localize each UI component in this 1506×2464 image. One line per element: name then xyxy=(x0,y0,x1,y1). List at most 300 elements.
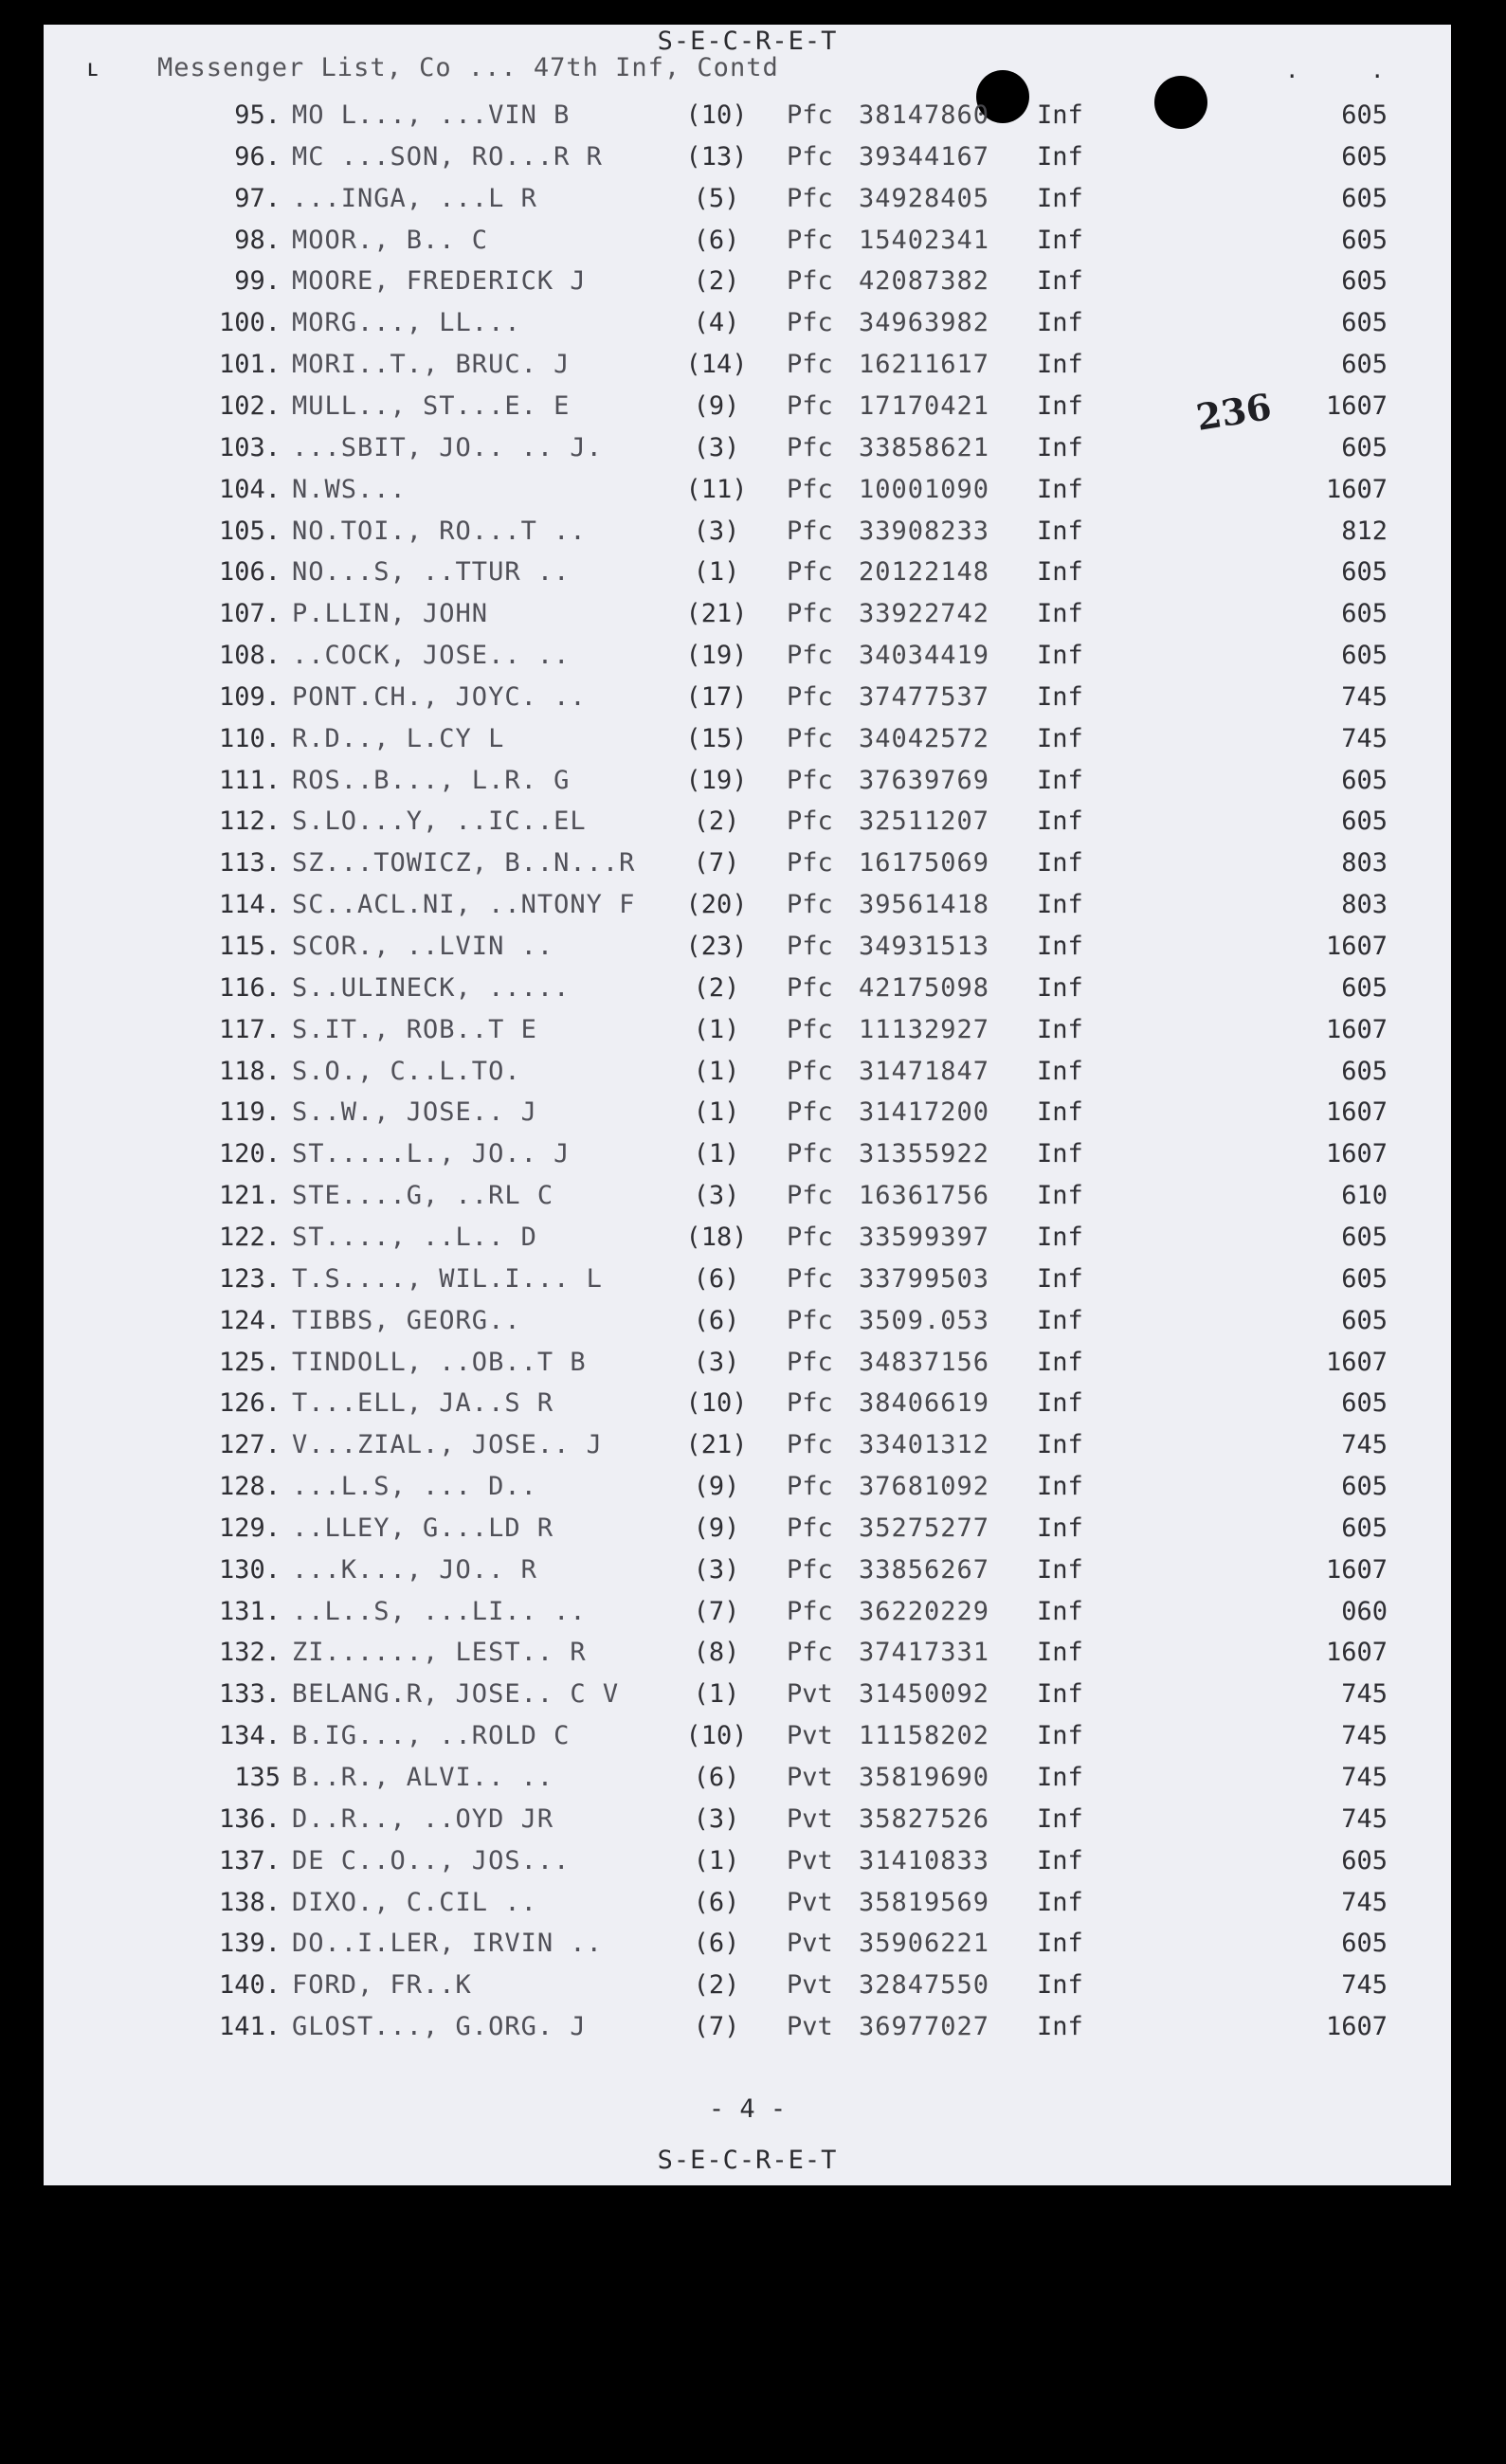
person-name: TINDOLL, ..OB..T B xyxy=(292,1347,587,1377)
rank: Pfc xyxy=(787,1097,833,1128)
branch: Inf xyxy=(1037,806,1083,837)
rank: Pfc xyxy=(787,1222,833,1252)
branch: Inf xyxy=(1037,350,1083,380)
row-number: 106. xyxy=(218,557,281,588)
mos-code: 745 xyxy=(1341,1721,1388,1751)
serial-number: 16361756 xyxy=(859,1181,990,1211)
person-name: V...ZIAL., JOSE.. J xyxy=(292,1430,603,1460)
row-number: 130. xyxy=(218,1554,281,1585)
branch: Inf xyxy=(1037,1472,1083,1502)
mos-code: 1607 xyxy=(1325,932,1388,961)
person-name: TIBBS, GEORG.. xyxy=(292,1305,521,1335)
group-number: (7) xyxy=(693,2012,740,2042)
serial-number: 32511207 xyxy=(859,806,990,837)
serial-number: 15402341 xyxy=(859,225,990,255)
list-row xyxy=(44,1763,1451,1804)
serial-number: 31450092 xyxy=(859,1679,990,1710)
mos-code: 605 xyxy=(1341,308,1388,338)
mos-code: 605 xyxy=(1341,972,1388,1003)
serial-number: 33599397 xyxy=(859,1222,990,1252)
mos-code: 745 xyxy=(1341,681,1388,712)
group-number: (1) xyxy=(693,1139,740,1169)
group-number: (1) xyxy=(693,557,740,588)
mos-code: 605 xyxy=(1341,557,1388,588)
list-row xyxy=(44,1223,1451,1264)
branch: Inf xyxy=(1037,1929,1083,1959)
serial-number: 34837156 xyxy=(859,1347,990,1377)
list-row xyxy=(44,848,1451,890)
rank: Pfc xyxy=(787,599,833,629)
list-row xyxy=(44,1181,1451,1223)
group-number: (19) xyxy=(685,765,748,795)
branch: Inf xyxy=(1037,1139,1083,1169)
list-row xyxy=(44,599,1451,641)
serial-number: 31355922 xyxy=(859,1139,990,1169)
row-number: 127. xyxy=(218,1430,281,1460)
branch: Inf xyxy=(1037,1014,1083,1044)
list-row xyxy=(44,1513,1451,1555)
group-number: (6) xyxy=(693,1763,740,1792)
group-number: (1) xyxy=(693,1014,740,1044)
document-page xyxy=(44,25,1451,2185)
branch: Inf xyxy=(1037,1513,1083,1543)
row-number: 104. xyxy=(218,474,281,504)
serial-number: 37477537 xyxy=(859,681,990,712)
branch: Inf xyxy=(1037,1845,1083,1875)
serial-number: 31417200 xyxy=(859,1097,990,1128)
list-row xyxy=(44,973,1451,1015)
rank: Pfc xyxy=(787,1305,833,1335)
group-number: (7) xyxy=(693,848,740,879)
rank: Pvt xyxy=(787,2012,833,2042)
group-number: (6) xyxy=(693,225,740,255)
rank: Pfc xyxy=(787,1388,833,1419)
person-name: B.IG..., ..ROLD C xyxy=(292,1721,571,1751)
row-number: 122. xyxy=(218,1222,281,1252)
rank: Pfc xyxy=(787,1513,833,1543)
mos-code: 605 xyxy=(1341,225,1388,255)
branch: Inf xyxy=(1037,1181,1083,1211)
branch: Inf xyxy=(1037,1803,1083,1834)
group-number: (9) xyxy=(693,1472,740,1502)
branch: Inf xyxy=(1037,557,1083,588)
serial-number: 34963982 xyxy=(859,308,990,338)
group-number: (20) xyxy=(685,890,748,920)
mos-code: 1607 xyxy=(1325,1139,1388,1169)
person-name: D..R.., ..OYD JR xyxy=(292,1803,554,1834)
branch: Inf xyxy=(1037,1721,1083,1751)
branch: Inf xyxy=(1037,390,1083,421)
rank: Pfc xyxy=(787,432,833,462)
row-number: 126. xyxy=(218,1388,281,1419)
person-name: MO L..., ...VIN B xyxy=(292,100,571,130)
branch: Inf xyxy=(1037,183,1083,213)
person-name: ...SBIT, JO.. .. J. xyxy=(292,432,603,462)
person-name: ZI......, LEST.. R xyxy=(292,1638,587,1668)
group-number: (6) xyxy=(693,1887,740,1917)
serial-number: 35906221 xyxy=(859,1929,990,1959)
row-number: 139. xyxy=(218,1929,281,1959)
group-number: (13) xyxy=(685,141,748,172)
list-row xyxy=(44,1846,1451,1888)
group-number: (9) xyxy=(693,1513,740,1543)
mos-code: 605 xyxy=(1341,1056,1388,1086)
rank: Pfc xyxy=(787,225,833,255)
rank: Pfc xyxy=(787,141,833,172)
mos-code: 605 xyxy=(1341,1388,1388,1419)
person-name: DE C..O.., JOS... xyxy=(292,1845,571,1875)
serial-number: 42175098 xyxy=(859,972,990,1003)
list-row xyxy=(44,1388,1451,1430)
mos-code: 803 xyxy=(1341,890,1388,920)
row-number: 115. xyxy=(218,932,281,961)
mos-code: 605 xyxy=(1341,806,1388,837)
rank: Pfc xyxy=(787,1347,833,1377)
list-row xyxy=(44,184,1451,226)
rank: Pfc xyxy=(787,1596,833,1626)
row-number: 113. xyxy=(218,848,281,879)
person-name: S..ULINECK, ..... xyxy=(292,972,571,1003)
rank: Pfc xyxy=(787,1014,833,1044)
branch: Inf xyxy=(1037,1970,1083,2001)
mos-code: 803 xyxy=(1341,848,1388,879)
mos-code: 605 xyxy=(1341,599,1388,629)
mos-code: 1607 xyxy=(1325,2012,1388,2042)
mos-code: 060 xyxy=(1341,1596,1388,1626)
branch: Inf xyxy=(1037,1596,1083,1626)
rank: Pfc xyxy=(787,474,833,504)
serial-number: 37639769 xyxy=(859,765,990,795)
rank: Pfc xyxy=(787,100,833,130)
serial-number: 34931513 xyxy=(859,932,990,961)
rank: Pfc xyxy=(787,848,833,879)
group-number: (6) xyxy=(693,1929,740,1959)
group-number: (1) xyxy=(693,1056,740,1086)
branch: Inf xyxy=(1037,1554,1083,1585)
person-name: DO..I.LER, IRVIN .. xyxy=(292,1929,603,1959)
mos-code: 745 xyxy=(1341,1970,1388,2001)
group-number: (9) xyxy=(693,390,740,421)
rank: Pfc xyxy=(787,1263,833,1294)
row-number: 138. xyxy=(218,1887,281,1917)
row-number: 131. xyxy=(218,1596,281,1626)
list-row xyxy=(44,1097,1451,1139)
group-number: (14) xyxy=(685,350,748,380)
group-number: (3) xyxy=(693,1554,740,1585)
handwritten-annotation: 236 xyxy=(1192,385,1275,439)
rank: Pfc xyxy=(787,972,833,1003)
person-name: ..LLEY, G...LD R xyxy=(292,1513,554,1543)
mos-code: 745 xyxy=(1341,1763,1388,1792)
branch: Inf xyxy=(1037,1263,1083,1294)
mos-code: 1607 xyxy=(1325,1347,1388,1377)
serial-number: 3509.053 xyxy=(859,1305,990,1335)
person-name: BELANG.R, JOSE.. C V xyxy=(292,1679,620,1710)
mos-code: 1607 xyxy=(1325,1014,1388,1044)
person-name: SC..ACL.NI, ..NTONY F xyxy=(292,890,636,920)
row-number: 134. xyxy=(218,1721,281,1751)
list-row xyxy=(44,433,1451,475)
branch: Inf xyxy=(1037,1679,1083,1710)
person-name: ST.....L., JO.. J xyxy=(292,1139,571,1169)
list-row xyxy=(44,1139,1451,1181)
row-number: 105. xyxy=(218,516,281,546)
group-number: (15) xyxy=(685,723,748,753)
person-name: NO...S, ..TTUR .. xyxy=(292,557,571,588)
group-number: (1) xyxy=(693,1097,740,1128)
serial-number: 17170421 xyxy=(859,390,990,421)
row-number: 98. xyxy=(234,225,281,255)
row-number: 135 xyxy=(234,1763,281,1792)
rank: Pfc xyxy=(787,266,833,297)
group-number: (10) xyxy=(685,1721,748,1751)
branch: Inf xyxy=(1037,1887,1083,1917)
rank: Pfc xyxy=(787,765,833,795)
row-number: 117. xyxy=(218,1014,281,1044)
row-number: 100. xyxy=(218,308,281,338)
row-number: 110. xyxy=(218,723,281,753)
serial-number: 33799503 xyxy=(859,1263,990,1294)
list-row xyxy=(44,1679,1451,1721)
mos-code: 605 xyxy=(1341,350,1388,380)
rank: Pvt xyxy=(787,1887,833,1917)
branch: Inf xyxy=(1037,890,1083,920)
rank: Pfc xyxy=(787,1472,833,1502)
rank: Pfc xyxy=(787,308,833,338)
serial-number: 33908233 xyxy=(859,516,990,546)
list-row xyxy=(44,266,1451,308)
group-number: (2) xyxy=(693,1970,740,2001)
mos-code: 605 xyxy=(1341,1222,1388,1252)
mos-code: 605 xyxy=(1341,765,1388,795)
list-row xyxy=(44,641,1451,682)
group-number: (1) xyxy=(693,1679,740,1710)
mos-code: 1607 xyxy=(1325,474,1388,504)
list-row xyxy=(44,766,1451,807)
serial-number: 33856267 xyxy=(859,1554,990,1585)
rank: Pfc xyxy=(787,1139,833,1169)
mos-code: 745 xyxy=(1341,1679,1388,1710)
mos-code: 605 xyxy=(1341,183,1388,213)
mos-code: 605 xyxy=(1341,1845,1388,1875)
serial-number: 38147860 xyxy=(859,100,990,130)
rank: Pfc xyxy=(787,723,833,753)
rank: Pvt xyxy=(787,1970,833,2001)
serial-number: 34042572 xyxy=(859,723,990,753)
rank: Pvt xyxy=(787,1845,833,1875)
serial-number: 35819569 xyxy=(859,1887,990,1917)
rank: Pfc xyxy=(787,932,833,961)
corner-mark: . xyxy=(1370,57,1385,83)
classification-footer: S-E-C-R-E-T xyxy=(657,2146,838,2175)
row-number: 123. xyxy=(218,1263,281,1294)
list-row xyxy=(44,932,1451,973)
person-name: ..L..S, ...LI.. .. xyxy=(292,1596,587,1626)
branch: Inf xyxy=(1037,972,1083,1003)
rank: Pfc xyxy=(787,390,833,421)
branch: Inf xyxy=(1037,1056,1083,1086)
person-name: S.IT., ROB..T E xyxy=(292,1014,537,1044)
mos-code: 605 xyxy=(1341,641,1388,671)
list-row xyxy=(44,1015,1451,1057)
list-row xyxy=(44,142,1451,184)
rank: Pvt xyxy=(787,1763,833,1792)
row-number: 116. xyxy=(218,972,281,1003)
list-row xyxy=(44,806,1451,848)
mos-code: 1607 xyxy=(1325,1638,1388,1668)
mos-code: 605 xyxy=(1341,266,1388,297)
rank: Pfc xyxy=(787,1056,833,1086)
list-row xyxy=(44,1057,1451,1098)
list-row xyxy=(44,557,1451,599)
rank: Pfc xyxy=(787,557,833,588)
row-number: 124. xyxy=(218,1305,281,1335)
person-name: ..COCK, JOSE.. .. xyxy=(292,641,571,671)
mos-code: 745 xyxy=(1341,723,1388,753)
list-row xyxy=(44,1597,1451,1639)
branch: Inf xyxy=(1037,1388,1083,1419)
rank: Pvt xyxy=(787,1721,833,1751)
rank: Pfc xyxy=(787,1554,833,1585)
serial-number: 35819690 xyxy=(859,1763,990,1792)
group-number: (1) xyxy=(693,1845,740,1875)
list-row xyxy=(44,1348,1451,1389)
row-number: 102. xyxy=(218,390,281,421)
list-row xyxy=(44,308,1451,350)
mos-code: 745 xyxy=(1341,1430,1388,1460)
rank: Pvt xyxy=(787,1929,833,1959)
person-name: N.WS... xyxy=(292,474,407,504)
group-number: (8) xyxy=(693,1638,740,1668)
serial-number: 35275277 xyxy=(859,1513,990,1543)
person-name: S.O., C..L.TO. xyxy=(292,1056,521,1086)
row-number: 108. xyxy=(218,641,281,671)
list-row xyxy=(44,1306,1451,1348)
branch: Inf xyxy=(1037,516,1083,546)
row-number: 99. xyxy=(234,266,281,297)
person-name: MC ...SON, RO...R R xyxy=(292,141,603,172)
group-number: (7) xyxy=(693,1596,740,1626)
branch: Inf xyxy=(1037,681,1083,712)
group-number: (11) xyxy=(685,474,748,504)
list-row xyxy=(44,1929,1451,1970)
serial-number: 35827526 xyxy=(859,1803,990,1834)
row-number: 118. xyxy=(218,1056,281,1086)
person-name: ST...., ..L.. D xyxy=(292,1222,537,1252)
row-number: 109. xyxy=(218,681,281,712)
mos-code: 1607 xyxy=(1325,390,1388,421)
group-number: (19) xyxy=(685,641,748,671)
list-row xyxy=(44,1804,1451,1846)
serial-number: 16175069 xyxy=(859,848,990,879)
person-name: STE....G, ..RL C xyxy=(292,1181,554,1211)
list-row xyxy=(44,350,1451,391)
serial-number: 32847550 xyxy=(859,1970,990,2001)
mos-code: 605 xyxy=(1341,1305,1388,1335)
serial-number: 10001090 xyxy=(859,474,990,504)
row-number: 112. xyxy=(218,806,281,837)
row-number: 107. xyxy=(218,599,281,629)
row-number: 103. xyxy=(218,432,281,462)
group-number: (10) xyxy=(685,100,748,130)
group-number: (5) xyxy=(693,183,740,213)
person-name: R.D.., L.CY L xyxy=(292,723,505,753)
mos-code: 605 xyxy=(1341,141,1388,172)
person-name: ...L.S, ... D.. xyxy=(292,1472,537,1502)
serial-number: 31410833 xyxy=(859,1845,990,1875)
branch: Inf xyxy=(1037,1222,1083,1252)
group-number: (2) xyxy=(693,806,740,837)
row-number: 101. xyxy=(218,350,281,380)
person-name: PONT.CH., JOYC. .. xyxy=(292,681,587,712)
serial-number: 33858621 xyxy=(859,432,990,462)
person-name: S.LO...Y, ..IC..EL xyxy=(292,806,587,837)
mos-code: 745 xyxy=(1341,1887,1388,1917)
list-row xyxy=(44,516,1451,558)
list-row xyxy=(44,890,1451,932)
row-number: 140. xyxy=(218,1970,281,2001)
rank: Pfc xyxy=(787,641,833,671)
rank: Pvt xyxy=(787,1679,833,1710)
row-number: 132. xyxy=(218,1638,281,1668)
group-number: (18) xyxy=(685,1222,748,1252)
rank: Pfc xyxy=(787,806,833,837)
group-number: (23) xyxy=(685,932,748,961)
mos-code: 605 xyxy=(1341,100,1388,130)
list-row xyxy=(44,1888,1451,1930)
person-name: FORD, FR..K xyxy=(292,1970,472,2001)
serial-number: 34034419 xyxy=(859,641,990,671)
list-row xyxy=(44,682,1451,724)
row-number: 97. xyxy=(234,183,281,213)
person-name: T.S...., WIL.I... L xyxy=(292,1263,603,1294)
list-row xyxy=(44,1430,1451,1472)
person-name: ROS..B..., L.R. G xyxy=(292,765,571,795)
row-number: 128. xyxy=(218,1472,281,1502)
row-number: 125. xyxy=(218,1347,281,1377)
person-name: S..W., JOSE.. J xyxy=(292,1097,537,1128)
serial-number: 42087382 xyxy=(859,266,990,297)
serial-number: 33922742 xyxy=(859,599,990,629)
person-name: B..R., ALVI.. .. xyxy=(292,1763,554,1792)
list-row xyxy=(44,1638,1451,1679)
person-name: MOOR., B.. C xyxy=(292,225,489,255)
row-number: 95. xyxy=(234,100,281,130)
rank: Pfc xyxy=(787,1181,833,1211)
person-name: SCOR., ..LVIN .. xyxy=(292,932,554,961)
group-number: (3) xyxy=(693,1181,740,1211)
mos-code: 605 xyxy=(1341,1263,1388,1294)
page-number: - 4 - xyxy=(708,2094,787,2124)
mos-code: 610 xyxy=(1341,1181,1388,1211)
group-number: (17) xyxy=(685,681,748,712)
list-row xyxy=(44,1721,1451,1763)
branch: Inf xyxy=(1037,225,1083,255)
list-row xyxy=(44,1264,1451,1306)
group-number: (4) xyxy=(693,308,740,338)
row-number: 119. xyxy=(218,1097,281,1128)
person-name: P.LLIN, JOHN xyxy=(292,599,489,629)
serial-number: 37681092 xyxy=(859,1472,990,1502)
group-number: (10) xyxy=(685,1388,748,1419)
mos-code: 1607 xyxy=(1325,1097,1388,1128)
page-title: Messenger List, Co ... 47th Inf, Contd xyxy=(157,53,779,82)
group-number: (3) xyxy=(693,1347,740,1377)
serial-number: 16211617 xyxy=(859,350,990,380)
row-number: 129. xyxy=(218,1513,281,1543)
mos-code: 605 xyxy=(1341,1472,1388,1502)
list-row xyxy=(44,1970,1451,2012)
